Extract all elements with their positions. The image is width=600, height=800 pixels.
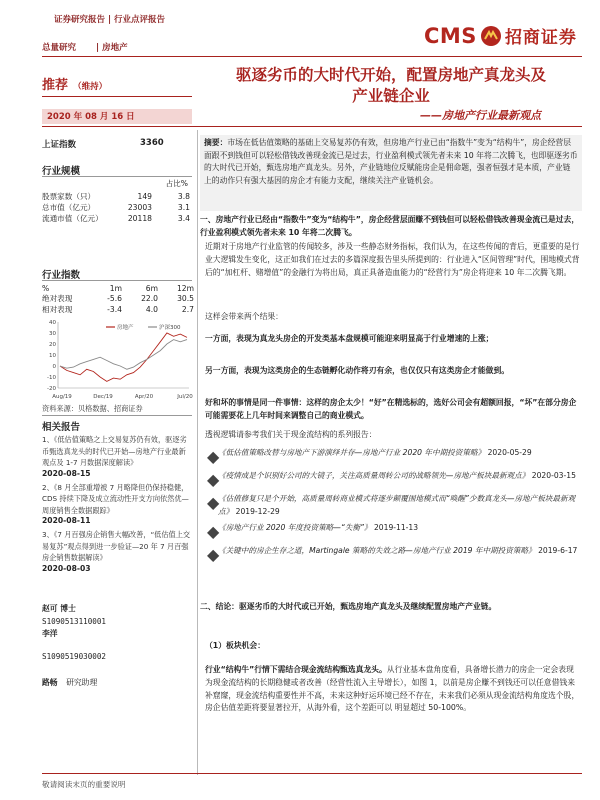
reference-text: 《关键中的房企生存之道，Martingale 策略的失效之路—房地产行业 2019 年中期投资策略》 bbox=[218, 546, 536, 556]
index-row bbox=[42, 138, 192, 150]
date-bar bbox=[42, 109, 192, 124]
section-2-sub-1: （1）板块机会： bbox=[205, 641, 266, 650]
reference-item[interactable] bbox=[207, 447, 579, 466]
legend-label: 房地产 bbox=[117, 325, 134, 331]
scale-rule bbox=[42, 176, 192, 177]
series-line-csi300 bbox=[60, 340, 187, 370]
table-row bbox=[40, 293, 196, 304]
scale-row-pct: 3.1 bbox=[177, 203, 190, 212]
scale-row-pct: 3.8 bbox=[177, 192, 190, 201]
header-rule bbox=[42, 56, 582, 57]
scale-row-name: 总市值（亿元） bbox=[42, 203, 96, 212]
related-report-item[interactable] bbox=[42, 482, 192, 526]
index-label: 上证指数 bbox=[42, 140, 77, 150]
industry-scale-table bbox=[40, 191, 192, 224]
related-report-date: 2020-08-03 bbox=[42, 563, 91, 573]
section-1-para-5: 好和坏的事情是同一件事情：这样的房企太少！“好”在精选标的，选好公司会有超额回报，“坏”在部分房企可能需要花上几年时间来调整自己的商业模式。 bbox=[205, 398, 577, 420]
y-tick-label: 30 bbox=[49, 331, 56, 337]
reference-text: 《估值修复只是个开始，高质量周转商业模式将逐步颠覆围地模式而“唤醒”少数真龙头—房地产板块最新观点》 bbox=[218, 494, 576, 516]
index-col-header: 12m bbox=[176, 283, 194, 293]
logo-cn-text: 招商证券 bbox=[504, 28, 577, 48]
rating-label: 推荐 bbox=[42, 78, 69, 93]
reference-list bbox=[207, 447, 579, 564]
related-report-text: 2、《8 月全部重增被 7 月略降但仍保持稳健，CDS 持续下降及成立流动性开支方向依然优—周度销售全数据跟踪》 bbox=[42, 482, 189, 515]
related-report-text: 3、《7 月百强房企销售大幅改善，“低估值上交易复苏”观点得到进一步验证—20 年 7 月百强房企销售数据解读》 bbox=[42, 530, 191, 562]
x-tick-label: Aug/19 bbox=[52, 394, 72, 400]
diamond-bullet-icon: ◆ bbox=[207, 493, 220, 512]
table-header-row bbox=[40, 283, 196, 293]
scale-row-name: 股票家数（只） bbox=[42, 192, 96, 201]
index-value: 3360 bbox=[140, 138, 164, 148]
reference-date: 2019-12-29 bbox=[235, 506, 280, 516]
report-type: 证券研究报告 | 行业点评报告 bbox=[54, 15, 166, 25]
reference-item[interactable] bbox=[207, 545, 579, 564]
reference-text: 《房地产行业 2020 年度投资策略—“失衡”》 bbox=[218, 523, 372, 533]
reference-text: 《疫情成是个识别好公司的大镜子，关注高质量周转公司的战略领先—房地产板块最新观点》 bbox=[218, 471, 530, 480]
scale-row-value: 23003 bbox=[127, 203, 152, 212]
y-tick-label: 10 bbox=[49, 353, 56, 359]
y-tick-label: 40 bbox=[49, 320, 56, 326]
report-title bbox=[200, 65, 582, 107]
index-row-v2: 4.0 bbox=[145, 305, 158, 314]
section-1-para-3: 一方面，表现为真龙头房企的开发类基本盘规模可能迎来明显高于行业增速的上涨； bbox=[205, 334, 494, 343]
section-1-heading: 一、房地产行业已经由“指数牛”变为“结构牛”，房企经营层面赚不到钱但可以轻松借钱改善现金流已是过去，行业盈利模式领先者未来 10 年将二次腾飞。 bbox=[200, 215, 580, 237]
section-1-para-6: 透视逻辑请参考我们关于现金流结构的系列报告： bbox=[205, 430, 377, 439]
index-row-v1: -3.4 bbox=[107, 305, 122, 314]
index-row-name: 绝对表现 bbox=[42, 294, 73, 303]
cms-logo bbox=[424, 23, 577, 48]
reference-item[interactable] bbox=[207, 470, 579, 489]
industry-tag: | 房地产 bbox=[96, 43, 128, 53]
footer-rule bbox=[42, 773, 582, 774]
rating-detail: （维持） bbox=[73, 82, 108, 92]
diamond-bullet-icon: ◆ bbox=[207, 545, 220, 565]
footer-note: 敬请阅读末页的重要说明 bbox=[42, 780, 126, 789]
reference-item[interactable] bbox=[207, 493, 579, 518]
report-subtitle: ——房地产行业最新观点 bbox=[420, 109, 541, 122]
related-report-item[interactable] bbox=[42, 529, 192, 573]
analyst-role: 研究助理 bbox=[66, 678, 98, 687]
industry-index-heading: 行业指数 bbox=[42, 270, 81, 281]
y-tick-label: 20 bbox=[49, 342, 56, 348]
x-tick-label: Dec/19 bbox=[93, 394, 113, 400]
y-tick-label: -20 bbox=[47, 386, 56, 392]
logo-emblem-icon bbox=[480, 25, 502, 47]
section-2-heading: 二、结论：驱逐劣币的大时代或已开始，甄选房地产真龙头及继续配置房地产产业链。 bbox=[200, 602, 497, 611]
related-reports-list bbox=[42, 434, 192, 573]
related-report-date: 2020-08-15 bbox=[42, 468, 91, 478]
reference-date: 2019-6-17 bbox=[538, 546, 578, 556]
related-report-date: 2020-08-11 bbox=[42, 516, 91, 525]
index-row-v2: 22.0 bbox=[141, 294, 158, 303]
rating bbox=[42, 74, 107, 93]
title-line-1: 驱逐劣币的大时代开始，配置房地产真龙头及 bbox=[235, 66, 546, 84]
related-report-text: 1、《低估值策略之上交易复苏仍有效，驱逐劣币甄选真龙头的时代已开始—房地产行业最新观点及 1-7 月数据深度解读》 bbox=[42, 435, 187, 467]
report-date: 2020 年 08 月 16 日 bbox=[47, 112, 135, 122]
table-row bbox=[40, 202, 192, 213]
reference-date: 2019-11-13 bbox=[373, 523, 419, 533]
index-row-v3: 2.7 bbox=[181, 305, 194, 314]
index-row-name: 相对表现 bbox=[42, 305, 73, 314]
abstract-label: 摘要： bbox=[204, 138, 228, 147]
x-tick-label: Apr/20 bbox=[134, 394, 154, 400]
analyst-code: S1090513110001 bbox=[42, 616, 107, 626]
y-tick-label: 0 bbox=[52, 364, 56, 370]
x-tick-label: Jul/20 bbox=[177, 394, 193, 400]
abstract-text: 市场在低估值策略的基础上交易复苏仍有效，但房地产行业已由“指数牛”变为“结构牛”，房企经营层面跟不到钱但可以轻松借钱改善现金流已是过去，行业盈利模式领先者未来 10 年将二次腾飞，也即驱逐劣币的大时代已开始，甄选房地产真龙头。另外，产业链地位反赋能房企是佣命题，强者恒强才是本质，产业链上的动作只有强大基因的房企才有能力支配，继续关注产业链机会。 bbox=[204, 138, 578, 185]
scale-row-value: 149 bbox=[137, 192, 152, 201]
diamond-bullet-icon: ◆ bbox=[207, 470, 220, 489]
index-row-v3: 30.5 bbox=[177, 294, 194, 303]
logo-cms-text: CMS bbox=[424, 23, 477, 48]
scale-unit-header: 占比% bbox=[165, 179, 188, 188]
section-1-para-4: 另一方面，表现为这类房企的生态链孵化动作将刃有余，也仅仅只有这类房企才能做到。 bbox=[205, 366, 510, 375]
index-col-header: 1m bbox=[109, 283, 122, 293]
section-2-para-1 bbox=[205, 664, 580, 715]
analyst-code: S1090519030002 bbox=[42, 651, 107, 661]
analyst-name: 路畅 bbox=[42, 678, 58, 687]
analyst-name: 赵可 博士 bbox=[42, 604, 76, 613]
section-2-para-1-rest: 从行业基本盘角度看，具备增长潜力的房企一定会表现为现金流结构的长期稳健或者改善（经营性流入主导增长），如图 1，以前是房企赚不到钱还可以任意借钱来补窟窿，现金流结构重要性并不高，未来这种好运环境已经不存在，未来我们必须从现金流结构角度选个股，房企估值差距将要显著拉开，从海外看，这个差距可以 明显超过 50-100%。 bbox=[205, 665, 580, 713]
index-col-header: % bbox=[42, 283, 50, 293]
y-tick-label: -10 bbox=[47, 375, 56, 381]
related-reports-heading: 相关报告 bbox=[42, 422, 81, 433]
index-row-v1: -5.6 bbox=[107, 294, 122, 303]
column-divider bbox=[197, 130, 198, 775]
research-category: 总量研究 bbox=[42, 43, 77, 53]
industry-scale-heading: 行业规模 bbox=[42, 166, 81, 177]
scale-row-value: 20118 bbox=[127, 214, 152, 223]
industry-index-table bbox=[40, 283, 196, 315]
source-rule bbox=[42, 415, 192, 416]
assistant-row bbox=[42, 677, 192, 690]
table-row bbox=[40, 191, 192, 202]
reference-text: 《低估值策略改替与房地产下游演绎并存—房地产行业 2020 年中期投资策略》 bbox=[218, 448, 486, 457]
scale-row-name: 流通市值（亿元） bbox=[42, 214, 103, 223]
diamond-bullet-icon: ◆ bbox=[207, 447, 220, 466]
table-row bbox=[40, 213, 192, 224]
title-line-2: 产业链企业 bbox=[352, 87, 430, 105]
section-2-para-1-lead: 行业“结构牛”行情下需结合现金流结构甄选真龙头。 bbox=[205, 665, 387, 674]
title-rule bbox=[42, 126, 582, 127]
analysts bbox=[42, 603, 192, 690]
abstract-box bbox=[200, 135, 582, 211]
diamond-bullet-icon: ◆ bbox=[207, 522, 220, 542]
index-rule bbox=[42, 280, 192, 281]
related-report-item[interactable] bbox=[42, 434, 192, 478]
performance-chart bbox=[40, 318, 195, 400]
scale-row-pct: 3.4 bbox=[177, 214, 190, 223]
series-line-property bbox=[60, 333, 187, 381]
table-row bbox=[40, 304, 196, 315]
reference-item[interactable] bbox=[207, 522, 579, 541]
reference-date: 2020-03-15 bbox=[531, 471, 576, 480]
index-col-header: 6m bbox=[145, 283, 158, 293]
section-1-para-2: 这样会带来两个结果： bbox=[205, 312, 283, 321]
rating-rule bbox=[42, 96, 192, 97]
analyst-name: 李洋 bbox=[42, 629, 58, 638]
chart-source: 资料来源：贝格数据、招商证券 bbox=[42, 404, 143, 413]
section-1-para-1: 近期对于房地产行业监管的传闻较多，涉及一些静态财务指标，我们认为，在这些传闻的背后，更重要的是行业大逻辑发生变化，这正如我们在过去的多篇深度报告里头所提到的：行业进入“区间管理”时代，围地模式背后的“加杠杆、赌增值”的金融行为将出局，真正具备造血能力的“经营行为”房企将迎来 10 年二次腾飞期。 bbox=[205, 242, 580, 277]
legend-label: 沪深300 bbox=[159, 325, 181, 331]
reference-date: 2020-05-29 bbox=[487, 448, 532, 457]
